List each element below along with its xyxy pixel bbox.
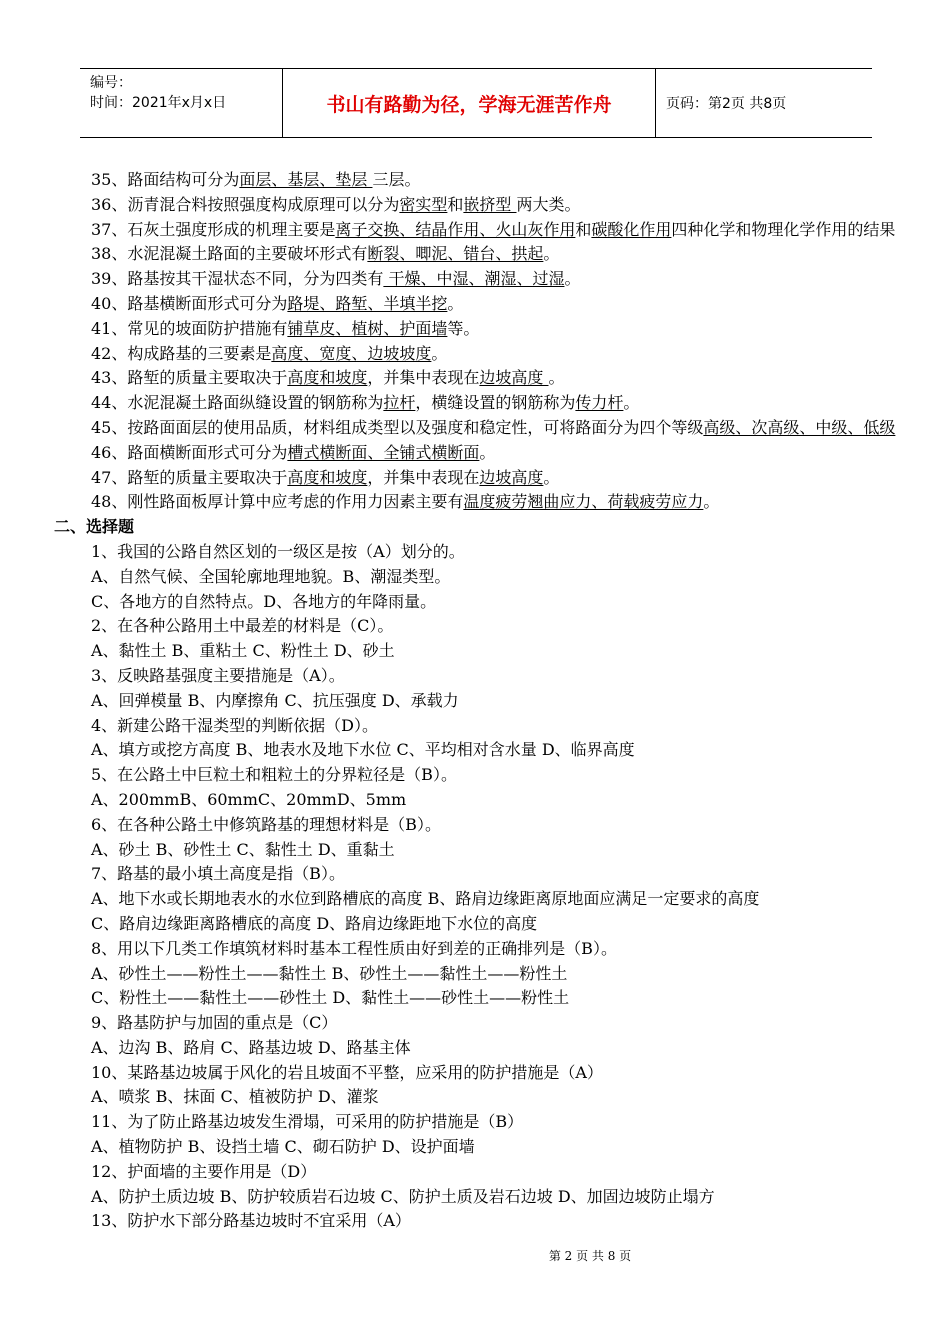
choice-line: A、填方或挖方高度 B、地表水及地下水位 C、平均相对含水量 D、临界高度 [91,740,635,760]
choice-line: 9、路基防护与加固的重点是（C） [91,1013,338,1033]
question-44: 44、水泥混凝土路面纵缝设置的钢筋称为拉杆，横缝设置的钢筋称为传力杆。 [91,393,640,413]
choice-line: A、黏性土 B、重粘土 C、粉性土 D、砂土 [91,641,395,661]
section-title: 二、选择题 [54,517,135,537]
choice-line: 13、防护水下部分路基边坡时不宜采用（A） [91,1211,411,1231]
question-41: 41、常见的坡面防护措施有铺草皮、植树、护面墙等。 [91,318,480,338]
question-39: 39、路基按其干湿状态不同，分为四类有 干燥、中湿、潮湿、过湿。 [91,269,581,289]
header-page-label: 页码：第2页 共8页 [666,96,787,112]
answer: 铺草皮、植树、护面墙 [287,318,448,338]
choice-line: 1、我国的公路自然区划的一级区是按（A）划分的。 [91,541,465,561]
choice-line: 5、在公路土中巨粒土和粗粒土的分界粒径是（B）。 [91,765,457,785]
answer: 断裂、唧泥、错台、拱起 [367,244,544,264]
question-45-46: 45、按路面面层的使用品质，材料组成类型以及强度和稳定性，可将路面分为四个等级高级、次高级、中级、低级 46、路面横断面形式可分为槽式横断面、全铺式横断面。 [91,417,896,462]
choice-line: 2、在各种公路用土中最差的材料是（C）。 [91,616,394,636]
question-48: 48、刚性路面板厚计算中应考虑的作用力因素主要有温度疲劳翘曲应力、荷载疲劳应力。 [91,492,720,512]
choice-line: 4、新建公路干湿类型的判断依据（D）。 [91,715,379,735]
page-header [80,68,872,138]
choice-line: A、喷浆 B、抹面 C、植被防护 D、灌浆 [91,1087,379,1107]
choice-line: C、路肩边缘距离路槽底的高度 D、路肩边缘距地下水位的高度 [91,913,538,933]
document-body [54,168,900,1234]
answer: 干燥、中湿、潮湿、过湿 [383,269,565,289]
question-37-38: 37、石灰土强度形成的机理主要是离子交换、结晶作用、火山灰作用和碳酸化作用四种化学和物理化学作用的结果 38、水泥混凝土路面的主要破坏形式有断裂、唧泥、错台、拱起。 [91,219,896,264]
number-label: 编号： [90,75,132,91]
answer: 嵌挤型 [463,194,517,214]
choice-line: 12、护面墙的主要作用是（D） [91,1161,317,1181]
answer: 碳酸化作用 [591,219,672,239]
answer: 边坡高度 [479,467,544,487]
choice-line: 7、路基的最小填土高度是指（B）。 [91,864,345,884]
answer: 边坡高度 [479,368,549,388]
question-36: 36、沥青混合料按照强度构成原理可以分为密实型和嵌挤型 两大类。 [91,194,581,214]
choice-line: A、防护土质边坡 B、防护较质岩石边坡 C、防护土质及岩石边坡 D、加固边坡防止塌方 [91,1186,715,1206]
page-footer: 第 2 页 共 8 页 [548,1249,632,1263]
answer: 路堤、路堑、半填半挖 [287,293,448,313]
header-motto: 书山有路勤为径，学海无涯苦作舟 [283,69,656,137]
choice-questions [54,540,900,1234]
choice-line: 11、为了防止路基边坡发生滑塌，可采用的防护措施是（B） [91,1112,524,1132]
answer: 传力杆 [575,393,624,413]
header-meta [80,69,283,137]
choice-line: 3、反映路基强度主要措施是（A）。 [91,665,345,685]
choice-line: A、地下水或长期地表水的水位到路槽底的高度 B、路肩边缘距离原地面应满足一定要求的高度 [91,889,760,909]
question-40: 40、路基横断面形式可分为路堤、路堑、半填半挖。 [91,293,464,313]
choice-line: 10、某路基边坡属于风化的岩且坡面不平整，应采用的防护措施是（A） [91,1062,603,1082]
time-label: 时间：2021年x月x日 [90,95,227,111]
choice-line: A、植物防护 B、设挡土墙 C、砌石防护 D、设护面墙 [91,1137,475,1157]
answer: 高度、宽度、边坡坡度 [271,343,432,363]
choice-line: A、回弹模量 B、内摩擦角 C、抗压强度 D、承载力 [91,690,459,710]
answer: 离子交换、结晶作用、火山灰作用 [335,219,576,239]
choice-line: A、砂性土——粉性土——黏性土 B、砂性土——黏性土——粉性土 [91,963,568,983]
answer: 高度和坡度 [287,467,368,487]
choice-line: A、自然气候、全国轮廓地理地貌。B、潮湿类型。 [91,566,451,586]
question-42: 42、构成路基的三要素是高度、宽度、边坡坡度。 [91,343,448,363]
answer: 拉杆 [383,393,416,413]
answer: 温度疲劳翘曲应力、荷载疲劳应力 [463,492,704,512]
answer: 槽式横断面、全铺式横断面 [287,442,480,462]
choice-line: 6、在各种公路土中修筑路基的理想材料是（B）。 [91,814,441,834]
answer: 高级、次高级、中级、低级 [703,417,896,437]
answer: 高度和坡度 [287,368,368,388]
question-35: 35、路面结构可分为面层、基层、垫层 三层。 [91,170,421,189]
answer: 密实型 [399,194,448,214]
choice-line: C、各地方的自然特点。D、各地方的年降雨量。 [91,591,437,611]
choice-line: A、边沟 B、路肩 C、路基边坡 D、路基主体 [91,1037,411,1057]
question-47: 47、路堑的质量主要取决于高度和坡度，并集中表现在边坡高度。 [91,467,560,487]
choice-line: C、粉性土——黏性土——砂性土 D、黏性土——砂性土——粉性土 [91,988,570,1008]
answer: 面层、基层、垫层 [239,170,373,189]
choice-line: A、砂土 B、砂性土 C、黏性土 D、重黏土 [91,839,395,859]
choice-line: A、200mmB、60mmC、20mmD、5mm [91,789,407,809]
choice-line: 8、用以下几类工作填筑材料时基本工程性质由好到差的正确排列是（B）。 [91,938,617,958]
question-43: 43、路堑的质量主要取决于高度和坡度，并集中表现在边坡高度 。 [91,368,565,388]
